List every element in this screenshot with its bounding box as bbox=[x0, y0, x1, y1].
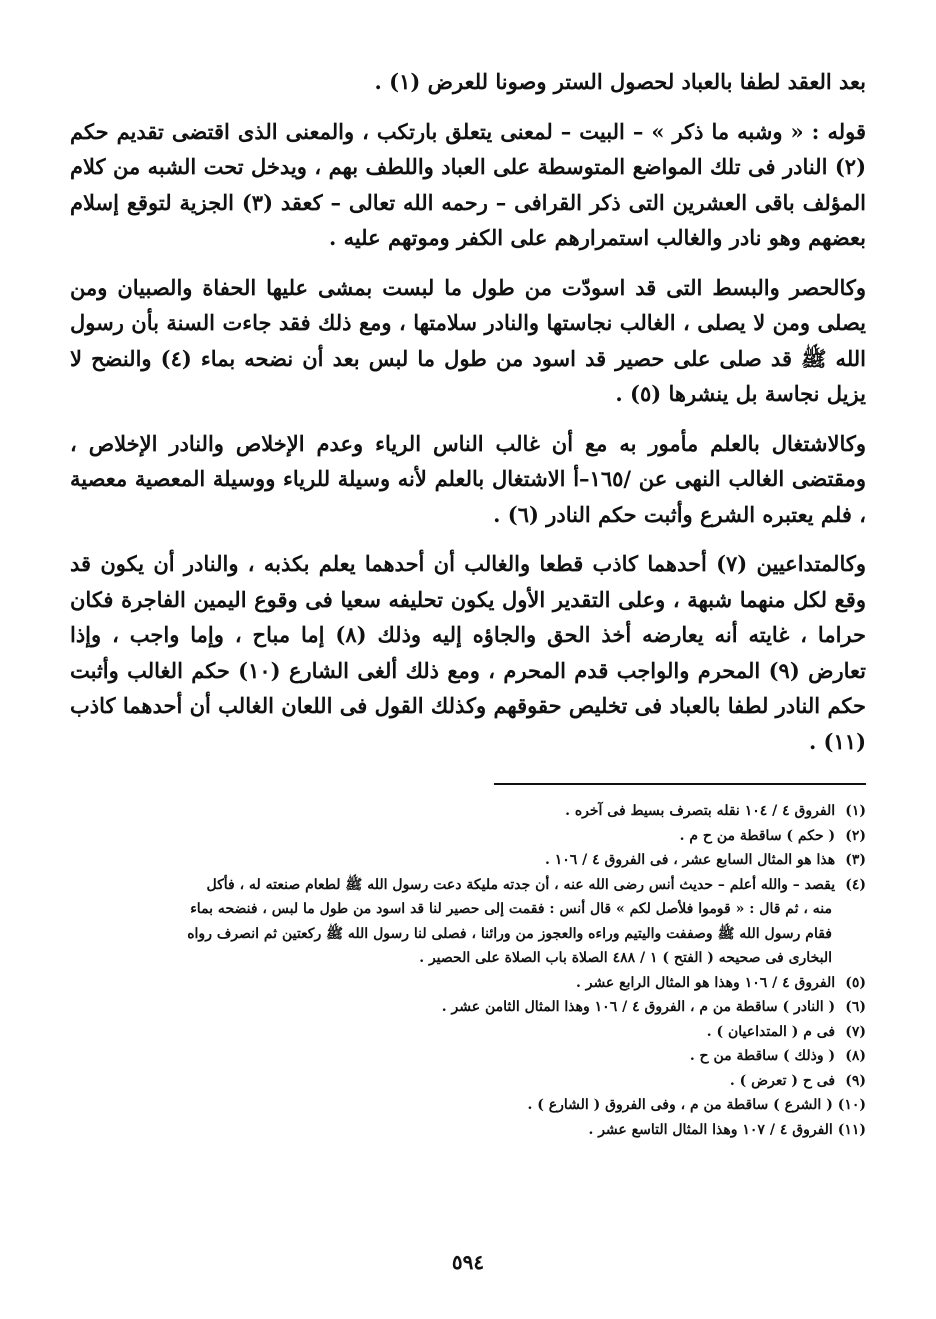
paragraph-4: وكالاشتغال بالعلم مأمور به مع أن غالب الناس الرياء وعدم الإخلاص والنادر الإخلاص ، ومقتضى الغالب النهى عن /١٦٥–أ الاشتغال بالعلم لأنه وسيلة للرياء ووسيلة المعصية معصية ، فلم يعتبره الشرع وأثبت حكم النادر (٦) . bbox=[70, 430, 866, 527]
footnote-divider bbox=[494, 783, 866, 785]
paragraph-5: وكالمتداعيين (٧) أحدهما كاذب قطعا والغالب أن أحدهما يعلم بكذبه ، والنادر أن يكون قد وقع لكل منهما شبهة ، وعلى التقدير الأول يكون تحليفه سعيا فى وقوع اليمين الفاجرة فكان حراما ، غايته أنه يعارضه أخذ الحق والجاؤه إليه وذلك (٨) إما مباح ، وإما واجب ، وإذا تعارض (٩) المحرم والواجب قدم المحرم ، ومع ذلك ألغى الشارع (١٠) حكم الغالب وأثبت حكم النادر لطفا بالعباد فى تخليص حقوقهم وكذلك القول فى اللعان الغالب أن أحدهما كاذب (١١) . bbox=[70, 551, 867, 754]
footnote-continuation: فقام رسول الله ﷺ وصففت واليتيم وراءه والعجوز من ورائنا ، فصلى لنا رسول الله ﷺ ركعتين ثم انصرف رواه bbox=[187, 925, 832, 942]
paragraph-1: بعد العقد لطفا بالعباد لحصول الستر وصونا للعرض (١) . bbox=[374, 69, 866, 94]
footnote-text: ( النادر ) ساقطة من م ، الفروق ٤ / ١٠٦ وهذا المثال الثامن عشر . bbox=[441, 999, 836, 1015]
footnote bbox=[70, 824, 866, 849]
footnote-number: (٨) bbox=[845, 1048, 866, 1064]
footnote bbox=[70, 971, 866, 996]
footnote bbox=[70, 1093, 866, 1118]
footnote-continuation: البخارى فى صحيحه ( الفتح ) ١ / ٤٨٨ الصلاة باب الصلاة على الحصير . bbox=[419, 950, 832, 966]
footnote-text: ( وذلك ) ساقطة من ح . bbox=[689, 1048, 836, 1064]
footnote bbox=[70, 873, 866, 971]
footnote bbox=[70, 1020, 866, 1045]
footnote-text: الفروق ٤ / ١٠٧ وهذا المثال التاسع عشر . bbox=[588, 1121, 833, 1138]
footnote bbox=[70, 995, 866, 1020]
footnote-number: (٥) bbox=[845, 974, 866, 991]
footnote-number: (١٠) bbox=[837, 1097, 866, 1113]
footnote-text: فى م ( المتداعيان ) . bbox=[706, 1023, 836, 1040]
footnote-number: (٧) bbox=[845, 1023, 866, 1040]
footnote-number: (٩) bbox=[845, 1072, 866, 1089]
footnote bbox=[70, 799, 866, 824]
main-text bbox=[70, 64, 866, 759]
footnote bbox=[70, 848, 866, 873]
footnote-number: (٤) bbox=[845, 876, 866, 893]
page-number: ٥٩٤ bbox=[451, 1250, 485, 1274]
paragraph-3: وكالحصر والبسط التى قد اسودّت من طول ما لبست بمشى عليها الحفاة والصبيان ومن يصلى ومن لا يصلى ، الغالب نجاستها والنادر سلامتها ، ومع ذلك فقد جاءت السنة بأن رسول الله ﷺ قد صلى على حصير قد اسود من طول ما لبس بعد أن نضحه بماء (٤) والنضح لا يزيل نجاسة بل ينشرها (٥) . bbox=[70, 274, 867, 406]
footnote-continuation: منه ، ثم قال : « قوموا فلأصل لكم » قال أنس : فقمت إلى حصير لنا قد اسود من طول ما لبس ، فنضحه بماء bbox=[190, 901, 832, 917]
footnote-text: فى ح ( تعرض ) . bbox=[729, 1072, 836, 1089]
footnote-text: الفروق ٤ / ١٠٦ وهذا هو المثال الرابع عشر . bbox=[575, 974, 836, 991]
footnote-number: (٢) bbox=[845, 827, 866, 844]
footnotes bbox=[70, 799, 866, 1142]
footnote bbox=[70, 1118, 866, 1143]
footnote-number: (١) bbox=[845, 803, 866, 819]
footnote bbox=[70, 1069, 866, 1094]
footnote-number: (١١) bbox=[837, 1121, 866, 1138]
footnote-text: ( حكم ) ساقطة من ح م . bbox=[679, 827, 836, 844]
paragraph-2: قوله : « وشبه ما ذكر » – البيت – لمعنى يتعلق بارتكب ، والمعنى الذى اقتضى تقديم حكم (٢) النادر فى تلك المواضع المتوسطة على العباد واللطف بهم ، ويدخل تحت الشبه من كلام المؤلف باقى العشرين التى ذكر القرافى – رحمه الله تعالى – كعقد (٣) الجزية لتوقع إسلام بعضهم وهو نادر والغالب استمرارهم على الكفر وموتهم عليه . bbox=[70, 118, 866, 250]
footnote-text: يقصد – والله أعلم – حديث أنس رضى الله عنه ، أن جدته مليكة دعت رسول الله ﷺ لطعام صنعته له ، فأكل bbox=[206, 876, 836, 893]
footnote-text: الفروق ٤ / ١٠٤ نقله بتصرف بسيط فى آخره . bbox=[565, 803, 836, 819]
footnote-text: هذا هو المثال السابع عشر ، فى الفروق ٤ / ١٠٦ . bbox=[544, 852, 836, 868]
footnote bbox=[70, 1044, 866, 1069]
footnote-number: (٣) bbox=[845, 852, 866, 868]
footnote-number: (٦) bbox=[845, 999, 866, 1015]
footnote-text: ( الشرع ) ساقطة من م ، وفى الفروق ( الشارع ) . bbox=[527, 1097, 833, 1113]
